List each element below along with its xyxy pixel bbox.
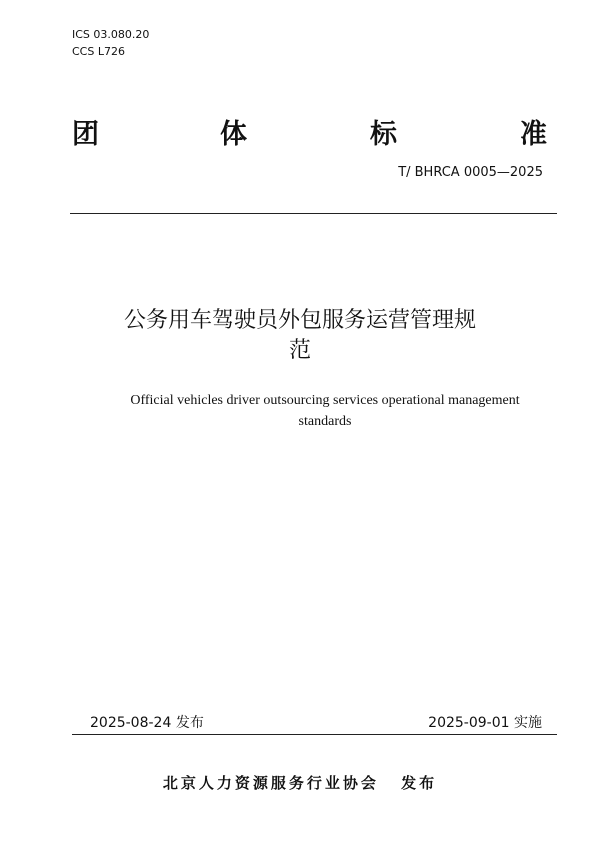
title-cn-line: 范 — [288, 338, 311, 363]
issue-label: 发布 — [175, 715, 204, 731]
category-char: 团 — [72, 119, 99, 150]
standard-number: T/ BHRCA 0005—2025 — [398, 165, 543, 180]
category-char: 标 — [370, 119, 397, 150]
title-en-line: standards — [298, 414, 352, 429]
ics-code: ICS 03.080.20 — [72, 28, 150, 41]
implement-label: 实施 — [514, 715, 542, 731]
issue-date — [90, 712, 204, 732]
publisher — [0, 772, 600, 793]
category-char: 准 — [520, 119, 547, 150]
publisher-label: 发布 — [401, 774, 438, 792]
category-char: 体 — [220, 119, 247, 150]
title-cn-line: 公务用车驾驶员外包服务运营管理规 — [123, 308, 476, 333]
footer-divider — [72, 734, 557, 735]
title-en — [100, 390, 550, 432]
ccs-code: CCS L726 — [72, 45, 125, 58]
title-cn — [0, 306, 600, 366]
issue-date-value: 2025-08-24 — [90, 715, 172, 731]
title-en-line: Official vehicles driver outsourcing services operational management — [130, 393, 520, 408]
implement-date-value: 2025-09-01 — [428, 715, 510, 731]
publisher-name: 北京人力资源服务行业协会 — [162, 774, 379, 792]
implement-date — [428, 712, 542, 732]
header-divider — [70, 213, 557, 214]
